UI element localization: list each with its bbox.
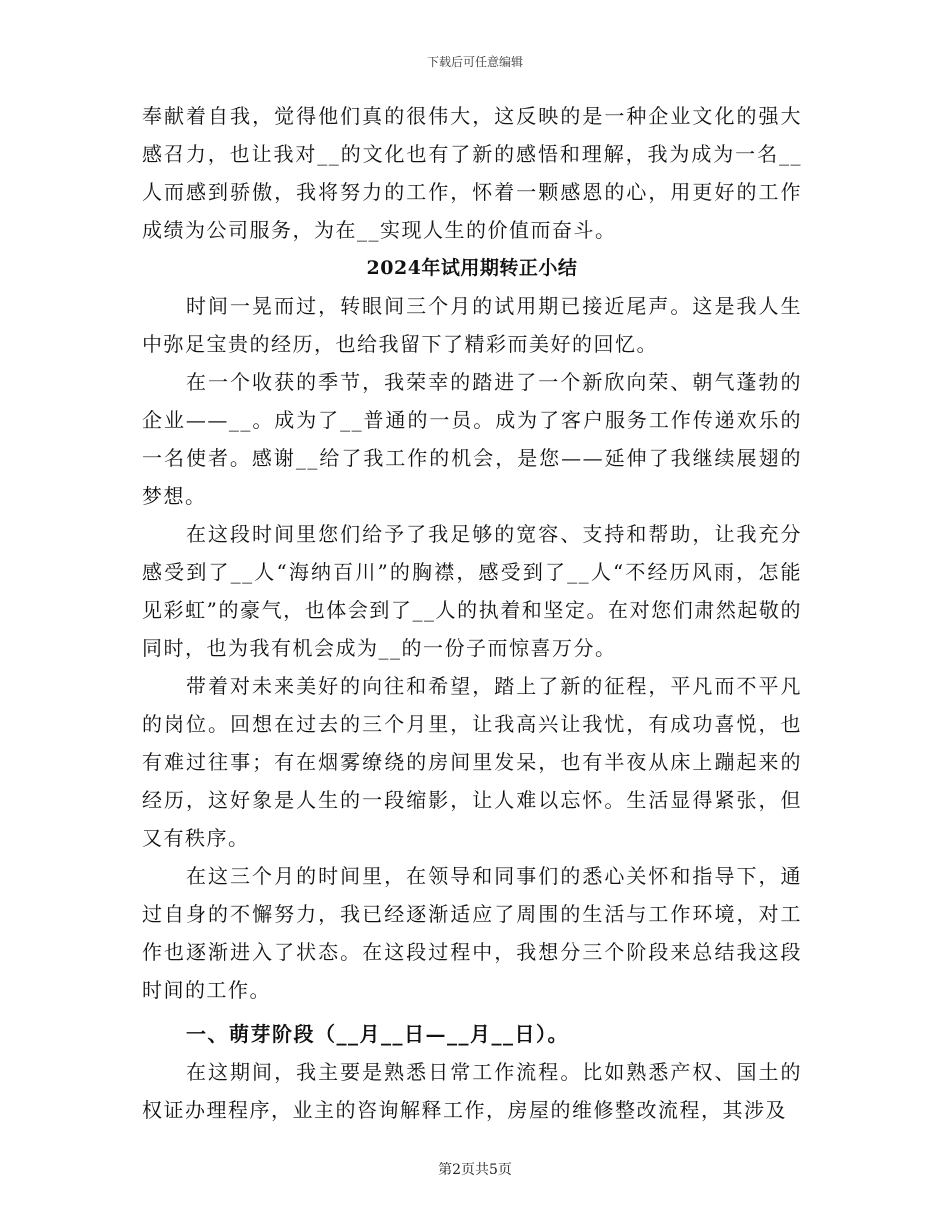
paragraph: 在这三个月的时间里，在领导和同事们的悉心关怀和指导下，通过自身的不懈努力，我已经逐渐适应了周围的生活与工作环境，对工作也逐渐进入了状态。在这段过程中，我想分三个阶段来总结我这段时间的工作。 bbox=[142, 864, 802, 1002]
page-header: 下载后可任意编辑 bbox=[426, 55, 523, 69]
paragraph: 在这期间，我主要是熟悉日常工作流程。比如熟悉产权、国土的权证办理程序，业主的咨询解释工作，房屋的维修整改流程，其涉及 bbox=[142, 1060, 802, 1122]
page-number: 第2页共5页 bbox=[438, 1162, 512, 1178]
document-body bbox=[142, 97, 802, 1129]
paragraph: 带着对未来美好的向往和希望，踏上了新的征程，平凡而不平凡的岗位。回想在过去的三个月里，让我高兴让我忧，有成功喜悦，也有难过往事；有在烟雾缭绕的房间里发呆，也有半夜从床上蹦起来的经历，这好象是人生的一段缩影，让人难以忘怀。生活显得紧张，但又有秩序。 bbox=[142, 674, 802, 850]
paragraph: 时间一晃而过，转眼间三个月的试用期已接近尾声。这是我人生中弥足宝贵的经历，也给我留下了精彩而美好的回忆。 bbox=[142, 294, 802, 356]
paragraph: 在这段时间里您们给予了我足够的宽容、支持和帮助，让我充分感受到了__人“海纳百川”的胸襟，感受到了__人“不经历风雨，怎能见彩虹”的豪气，也体会到了__人的执着和坚定。在对您们肃然起敬的同时，也为我有机会成为__的一份子而惊喜万分。 bbox=[142, 522, 802, 660]
paragraph: 在一个收获的季节，我荣幸的踏进了一个新欣向荣、朝气蓬勃的企业——__。成为了__普通的一员。成为了客户服务工作传递欢乐的一名使者。感谢__给了我工作的机会，是您——延伸了我继续展翅的梦想。 bbox=[142, 370, 802, 508]
paragraph-continued: 奉献着自我，觉得他们真的很伟大，这反映的是一种企业文化的强大感召力，也让我对__的文化也有了新的感悟和理解，我为成为一名__人而感到骄傲，我将努力的工作，怀着一颗感恩的心，用更好的工作成绩为公司服务，为在__实现人生的价值而奋斗。 bbox=[142, 104, 802, 242]
document-title: 2024年试用期转正小结 bbox=[366, 257, 578, 279]
section-heading: 一、萌芽阶段（__月__日—__月__日）。 bbox=[186, 1022, 569, 1046]
